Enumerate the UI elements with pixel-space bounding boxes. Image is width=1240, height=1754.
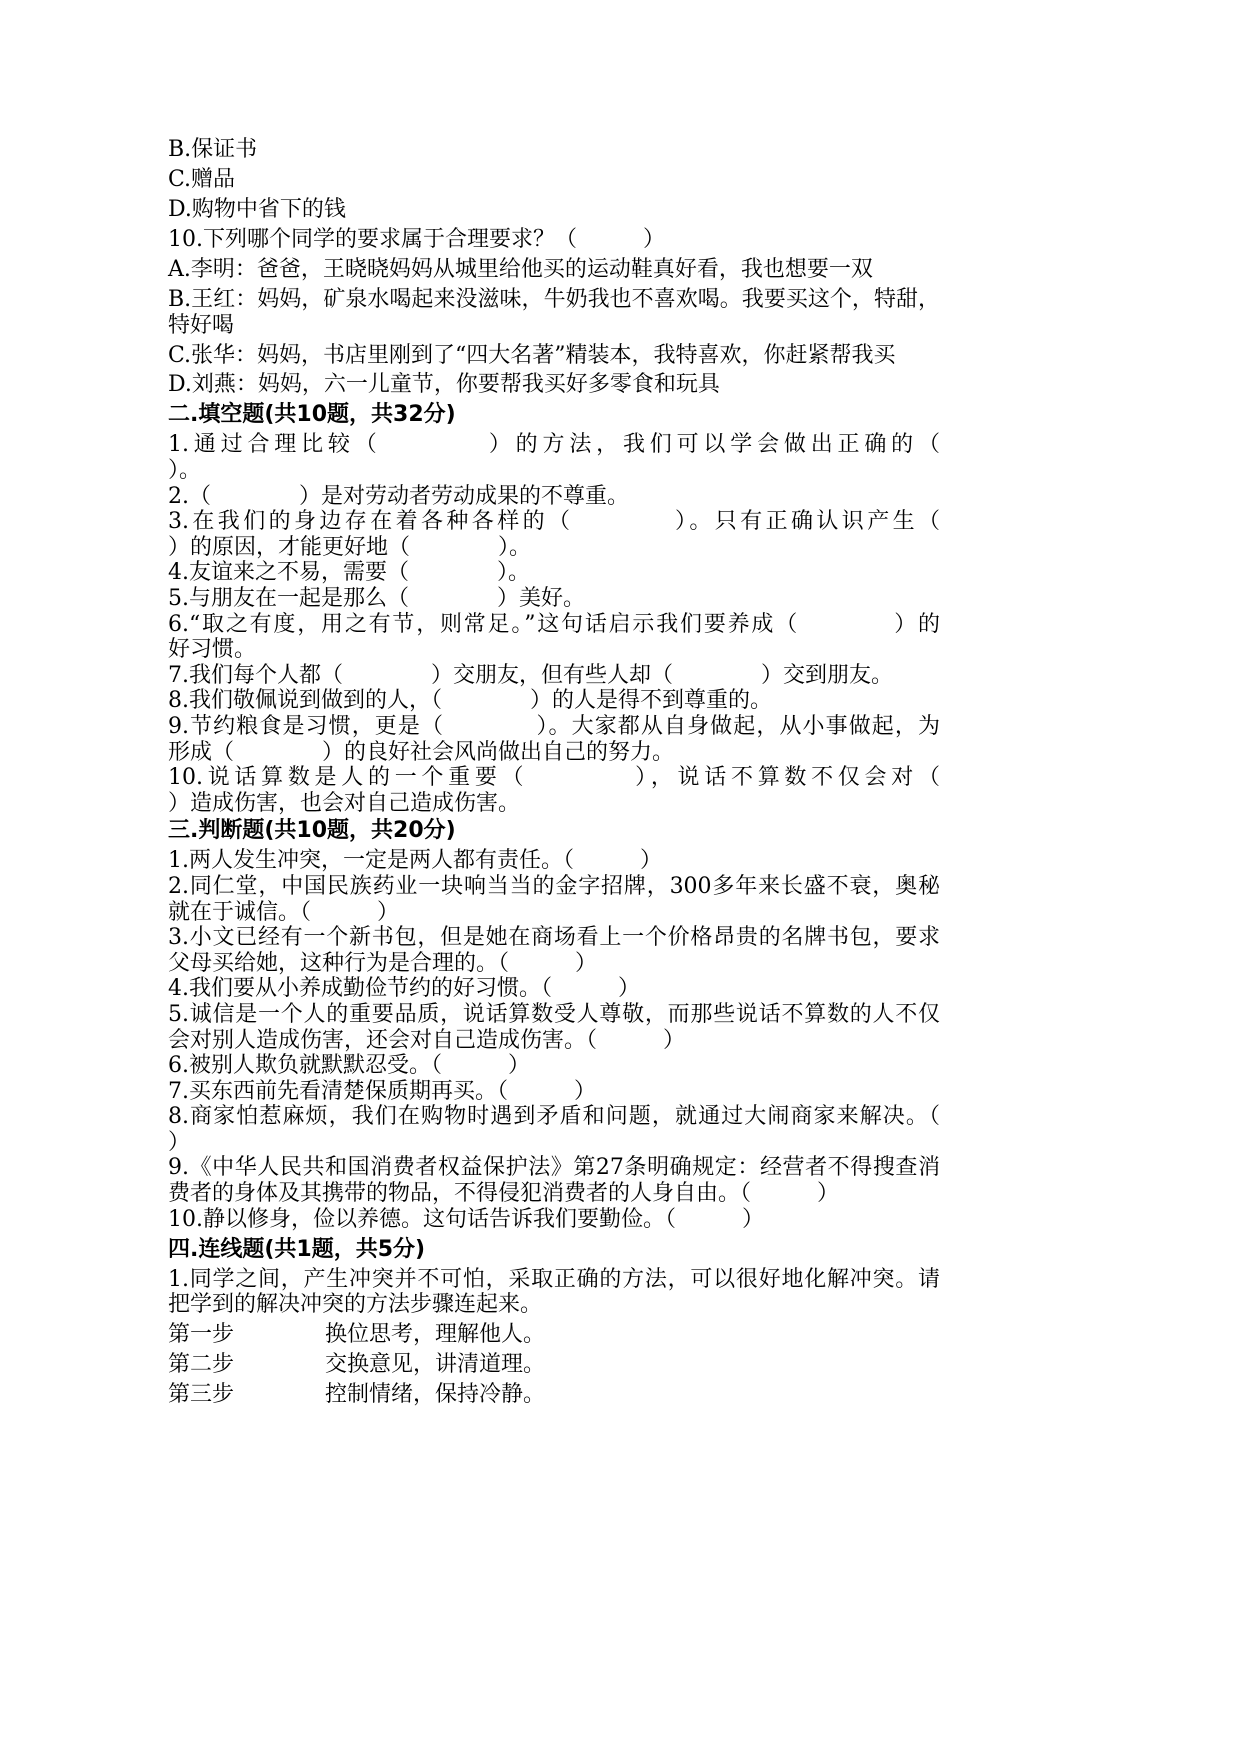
method-label: 控制情绪，保持冷静。 [325, 1382, 546, 1408]
question-line: ）的原因，才能更好地（ ）。 [168, 534, 532, 560]
option-b: B.保证书 [168, 137, 258, 162]
judge-question-6: 6.被别人欺负就默默忍受。（ ） [168, 1053, 530, 1079]
option-b [168, 287, 940, 338]
question-line: 3.小文已经有一个新书包，但是她在商场看上一个价格昂贵的名牌书包，要求 [168, 925, 940, 951]
option-line: B.王红：妈妈，矿泉水喝起来没滋味，牛奶我也不喜欢喝。我要买这个，特甜， [168, 286, 940, 312]
judge-question-2 [168, 874, 940, 925]
question-line: 5.诚信是一个人的重要品质，说话算数受人尊敬，而那些说话不算数的人不仅 [168, 1001, 940, 1027]
matching-row [168, 1322, 940, 1348]
judge-question-1: 1.两人发生冲突，一定是两人都有责任。（ ） [168, 848, 662, 874]
choice-question-10 [168, 227, 940, 398]
question-line: 就在于诚信。（ ） [168, 899, 400, 925]
question-line: 形成（ ）的良好社会风尚做出自己的努力。 [168, 739, 675, 765]
question-line: 6.“取之有度，用之有节，则常足。”这句话启示我们要养成（ ）的 [168, 611, 940, 637]
fill-question-5: 5.与朋友在一起是那么（ ）美好。 [168, 586, 585, 612]
fill-question-1 [168, 432, 940, 483]
question-line: 好习惯。 [168, 637, 257, 663]
question-line: 2.同仁堂，中国民族药业一块响当当的金字招牌，300多年来长盛不衰，奥秘 [168, 873, 940, 899]
question-line: ）。 [168, 458, 202, 484]
method-label: 换位思考，理解他人。 [325, 1322, 546, 1348]
matching-question-1 [168, 1267, 940, 1318]
fill-question-3 [168, 509, 940, 560]
judge-question-3 [168, 925, 940, 976]
matching-row [168, 1382, 940, 1408]
fill-question-6 [168, 612, 940, 663]
question-stem: 10.下列哪个同学的要求属于合理要求？（ ） [168, 226, 665, 252]
question-line: 1.同学之间，产生冲突并不可怕，采取正确的方法，可以很好地化解冲突。请 [168, 1266, 940, 1292]
matching-pairs [168, 1322, 940, 1408]
question-line: 费者的身体及其携带的物品，不得侵犯消费者的人身自由。（ ） [168, 1181, 840, 1207]
matching-section [168, 1237, 940, 1408]
judge-question-4: 4.我们要从小养成勤俭节约的好习惯。（ ） [168, 976, 640, 1002]
page-content [168, 137, 940, 1408]
question-line: 父母买给她，这种行为是合理的。（ ） [168, 950, 598, 976]
question-line: 会对别人造成伤害，还会对自己造成伤害。（ ） [168, 1027, 686, 1053]
step-label: 第三步 [168, 1382, 235, 1408]
option-a: A.李明：爸爸，王晓晓妈妈从城里给他买的运动鞋真好看，我也想要一双 [168, 256, 873, 282]
judge-question-5 [168, 1002, 940, 1053]
question-line: 10.说话算数是人的一个重要（ ），说话不算数不仅会对（ [168, 765, 940, 791]
option-d: D.购物中省下的钱 [168, 196, 346, 222]
judge-question-7: 7.买东西前先看清楚保质期再买。（ ） [168, 1078, 596, 1104]
option-line: 特好喝 [168, 312, 235, 338]
step-label: 第二步 [168, 1352, 235, 1378]
section-heading: 四.连线题(共1题，共5分) [168, 1236, 426, 1262]
option-d: D.刘燕：妈妈，六一儿童节，你要帮我买好多零食和玩具 [168, 372, 720, 398]
option-c: C.赠品 [168, 166, 236, 192]
fill-in-section [168, 402, 940, 816]
matching-row [168, 1352, 940, 1378]
question-line: 把学到的解决冲突的方法步骤连起来。 [168, 1292, 543, 1318]
question-line: ） [168, 1129, 191, 1155]
method-label: 交换意见，讲清道理。 [325, 1352, 546, 1378]
fill-question-2: 2.（ ）是对劳动者劳动成果的不尊重。 [168, 483, 629, 509]
section-heading: 二.填空题(共10题，共32分) [168, 402, 456, 428]
fill-question-7: 7.我们每个人都（ ）交朋友，但有些人却（ ）交到朋友。 [168, 662, 893, 688]
fill-question-8: 8.我们敬佩说到做到的人，（ ）的人是得不到尊重的。 [168, 688, 772, 714]
fill-question-9 [168, 714, 940, 765]
fill-question-10 [168, 765, 940, 816]
question-line: 1.通过合理比较（ ）的方法，我们可以学会做出正确的（ [168, 432, 940, 458]
choice-section [168, 137, 940, 398]
section-heading: 三.判断题(共10题，共20分) [168, 818, 456, 844]
judge-question-8 [168, 1104, 940, 1155]
question-line: 9.《中华人民共和国消费者权益保护法》第27条明确规定：经营者不得搜查消 [168, 1155, 940, 1181]
question-line: ）造成伤害，也会对自己造成伤害。 [168, 790, 521, 816]
judge-question-9 [168, 1155, 940, 1206]
option-c: C.张华：妈妈，书店里刚到了“四大名著”精装本，我特喜欢，你赶紧帮我买 [168, 342, 896, 368]
fill-question-4: 4.友谊来之不易，需要（ ）。 [168, 560, 530, 586]
question-line: 8.商家怕惹麻烦，我们在购物时遇到矛盾和问题，就通过大闹商家来解决。（ [168, 1104, 940, 1130]
question-line: 3.在我们的身边存在着各种各样的（ ）。只有正确认识产生（ [168, 509, 940, 535]
step-label: 第一步 [168, 1322, 235, 1348]
judge-question-10: 10.静以修身，俭以养德。这句话告诉我们要勤俭。（ ） [168, 1206, 764, 1232]
question-line: 9.节约粮食是习惯，更是（ ）。大家都从自身做起，从小事做起，为 [168, 713, 940, 739]
true-false-section [168, 818, 940, 1232]
